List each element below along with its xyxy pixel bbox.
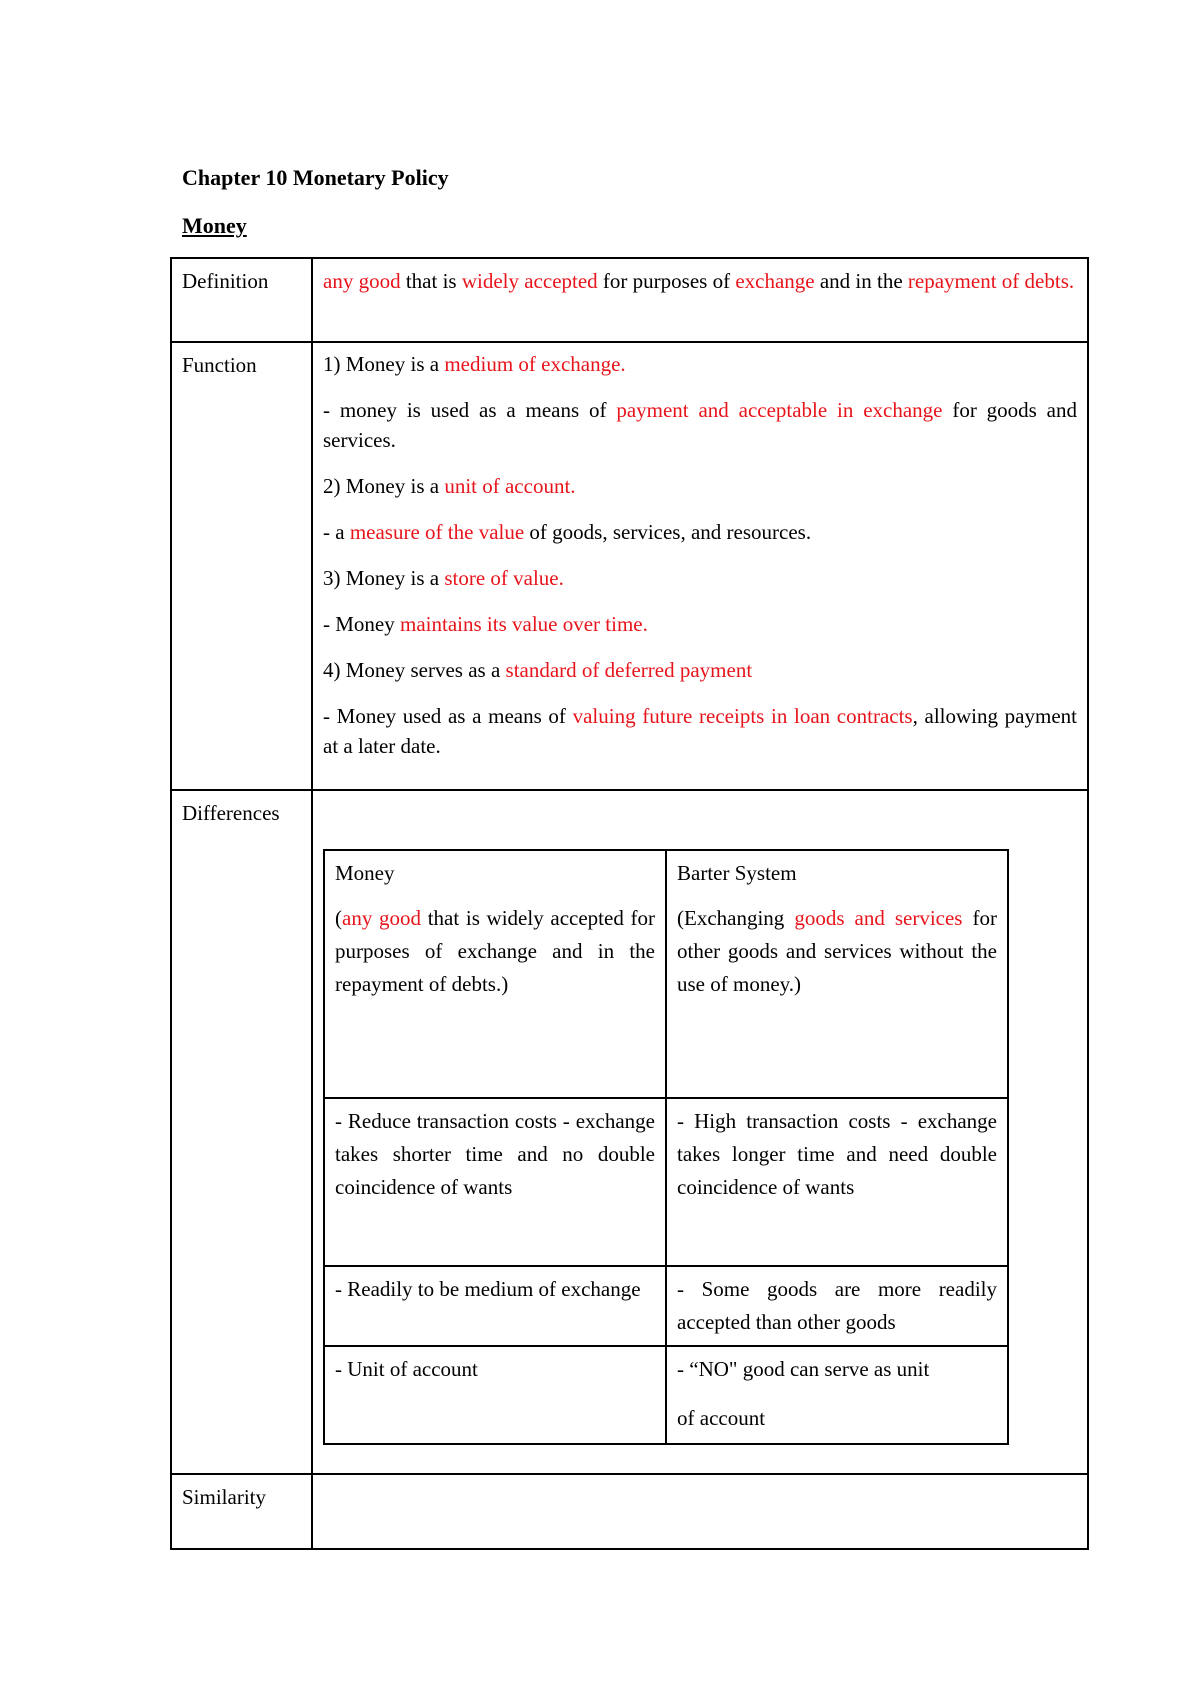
definition-text	[312, 258, 1088, 342]
def-part: for purposes of	[597, 269, 736, 293]
barter-cell: - High transaction costs - exchange takes longer time and need double coincidence of wants	[666, 1098, 1008, 1266]
barter-heading: Barter System	[677, 861, 797, 885]
function-row	[171, 342, 1088, 790]
money-cell: - Readily to be medium of exchange	[324, 1266, 666, 1346]
differences-label: Differences	[171, 790, 312, 1474]
function-description: - Money used as a means of valuing future receipts in loan contracts, allowing payment at a later date.	[323, 704, 1077, 758]
money-cell: - Unit of account	[324, 1346, 666, 1444]
similarity-value	[312, 1474, 1088, 1549]
def-part: exchange	[735, 269, 815, 293]
differences-cell	[312, 790, 1088, 1474]
barter-cell-line: - “NO" good can serve as unit	[677, 1357, 930, 1381]
function-description: - Money maintains its value over time.	[323, 612, 648, 636]
def-part: repayment of debts.	[907, 269, 1075, 293]
comparison-header-row	[324, 850, 1008, 1098]
differences-row	[171, 790, 1088, 1474]
chapter-title: Chapter 10 Monetary Policy	[182, 165, 449, 190]
money-cell: - Reduce transaction costs - exchange takes shorter time and no double coincidence of wants	[324, 1098, 666, 1266]
comparison-row	[324, 1266, 1008, 1346]
barter-cell	[666, 1346, 1008, 1444]
function-heading: 3) Money is a store of value.	[323, 566, 564, 590]
def-part: any good	[323, 269, 401, 293]
money-definition: (any good that is widely accepted for purposes of exchange and in the repayment of debts.)	[335, 906, 656, 996]
barter-cell: - Some goods are more readily accepted than other goods	[666, 1266, 1008, 1346]
function-description: - a measure of the value of goods, services, and resources.	[323, 520, 812, 544]
money-heading: Money	[335, 861, 395, 885]
barter-cell-line: of account	[677, 1406, 766, 1430]
function-heading: 4) Money serves as a standard of deferred payment	[323, 658, 753, 682]
barter-definition: (Exchanging goods and services for other goods and services without the use of money.)	[677, 906, 997, 996]
comparison-table	[323, 849, 1009, 1445]
def-part: that is	[400, 269, 462, 293]
similarity-row	[171, 1474, 1088, 1549]
money-table	[170, 257, 1089, 1550]
section-heading: Money	[182, 213, 247, 238]
comparison-row	[324, 1098, 1008, 1266]
function-heading: 1) Money is a medium of exchange.	[323, 352, 626, 376]
definition-row	[171, 258, 1088, 342]
def-part: and in the	[814, 269, 908, 293]
function-description: - money is used as a means of payment and acceptable in exchange for goods and services.	[323, 398, 1078, 452]
barter-column-header	[666, 850, 1008, 1098]
function-list	[312, 342, 1088, 790]
def-part: widely accepted	[461, 269, 598, 293]
function-label: Function	[171, 342, 312, 790]
function-heading: 2) Money is a unit of account.	[323, 474, 576, 498]
comparison-row	[324, 1346, 1008, 1444]
definition-label: Definition	[171, 258, 312, 342]
money-column-header	[324, 850, 666, 1098]
similarity-label: Similarity	[171, 1474, 312, 1549]
